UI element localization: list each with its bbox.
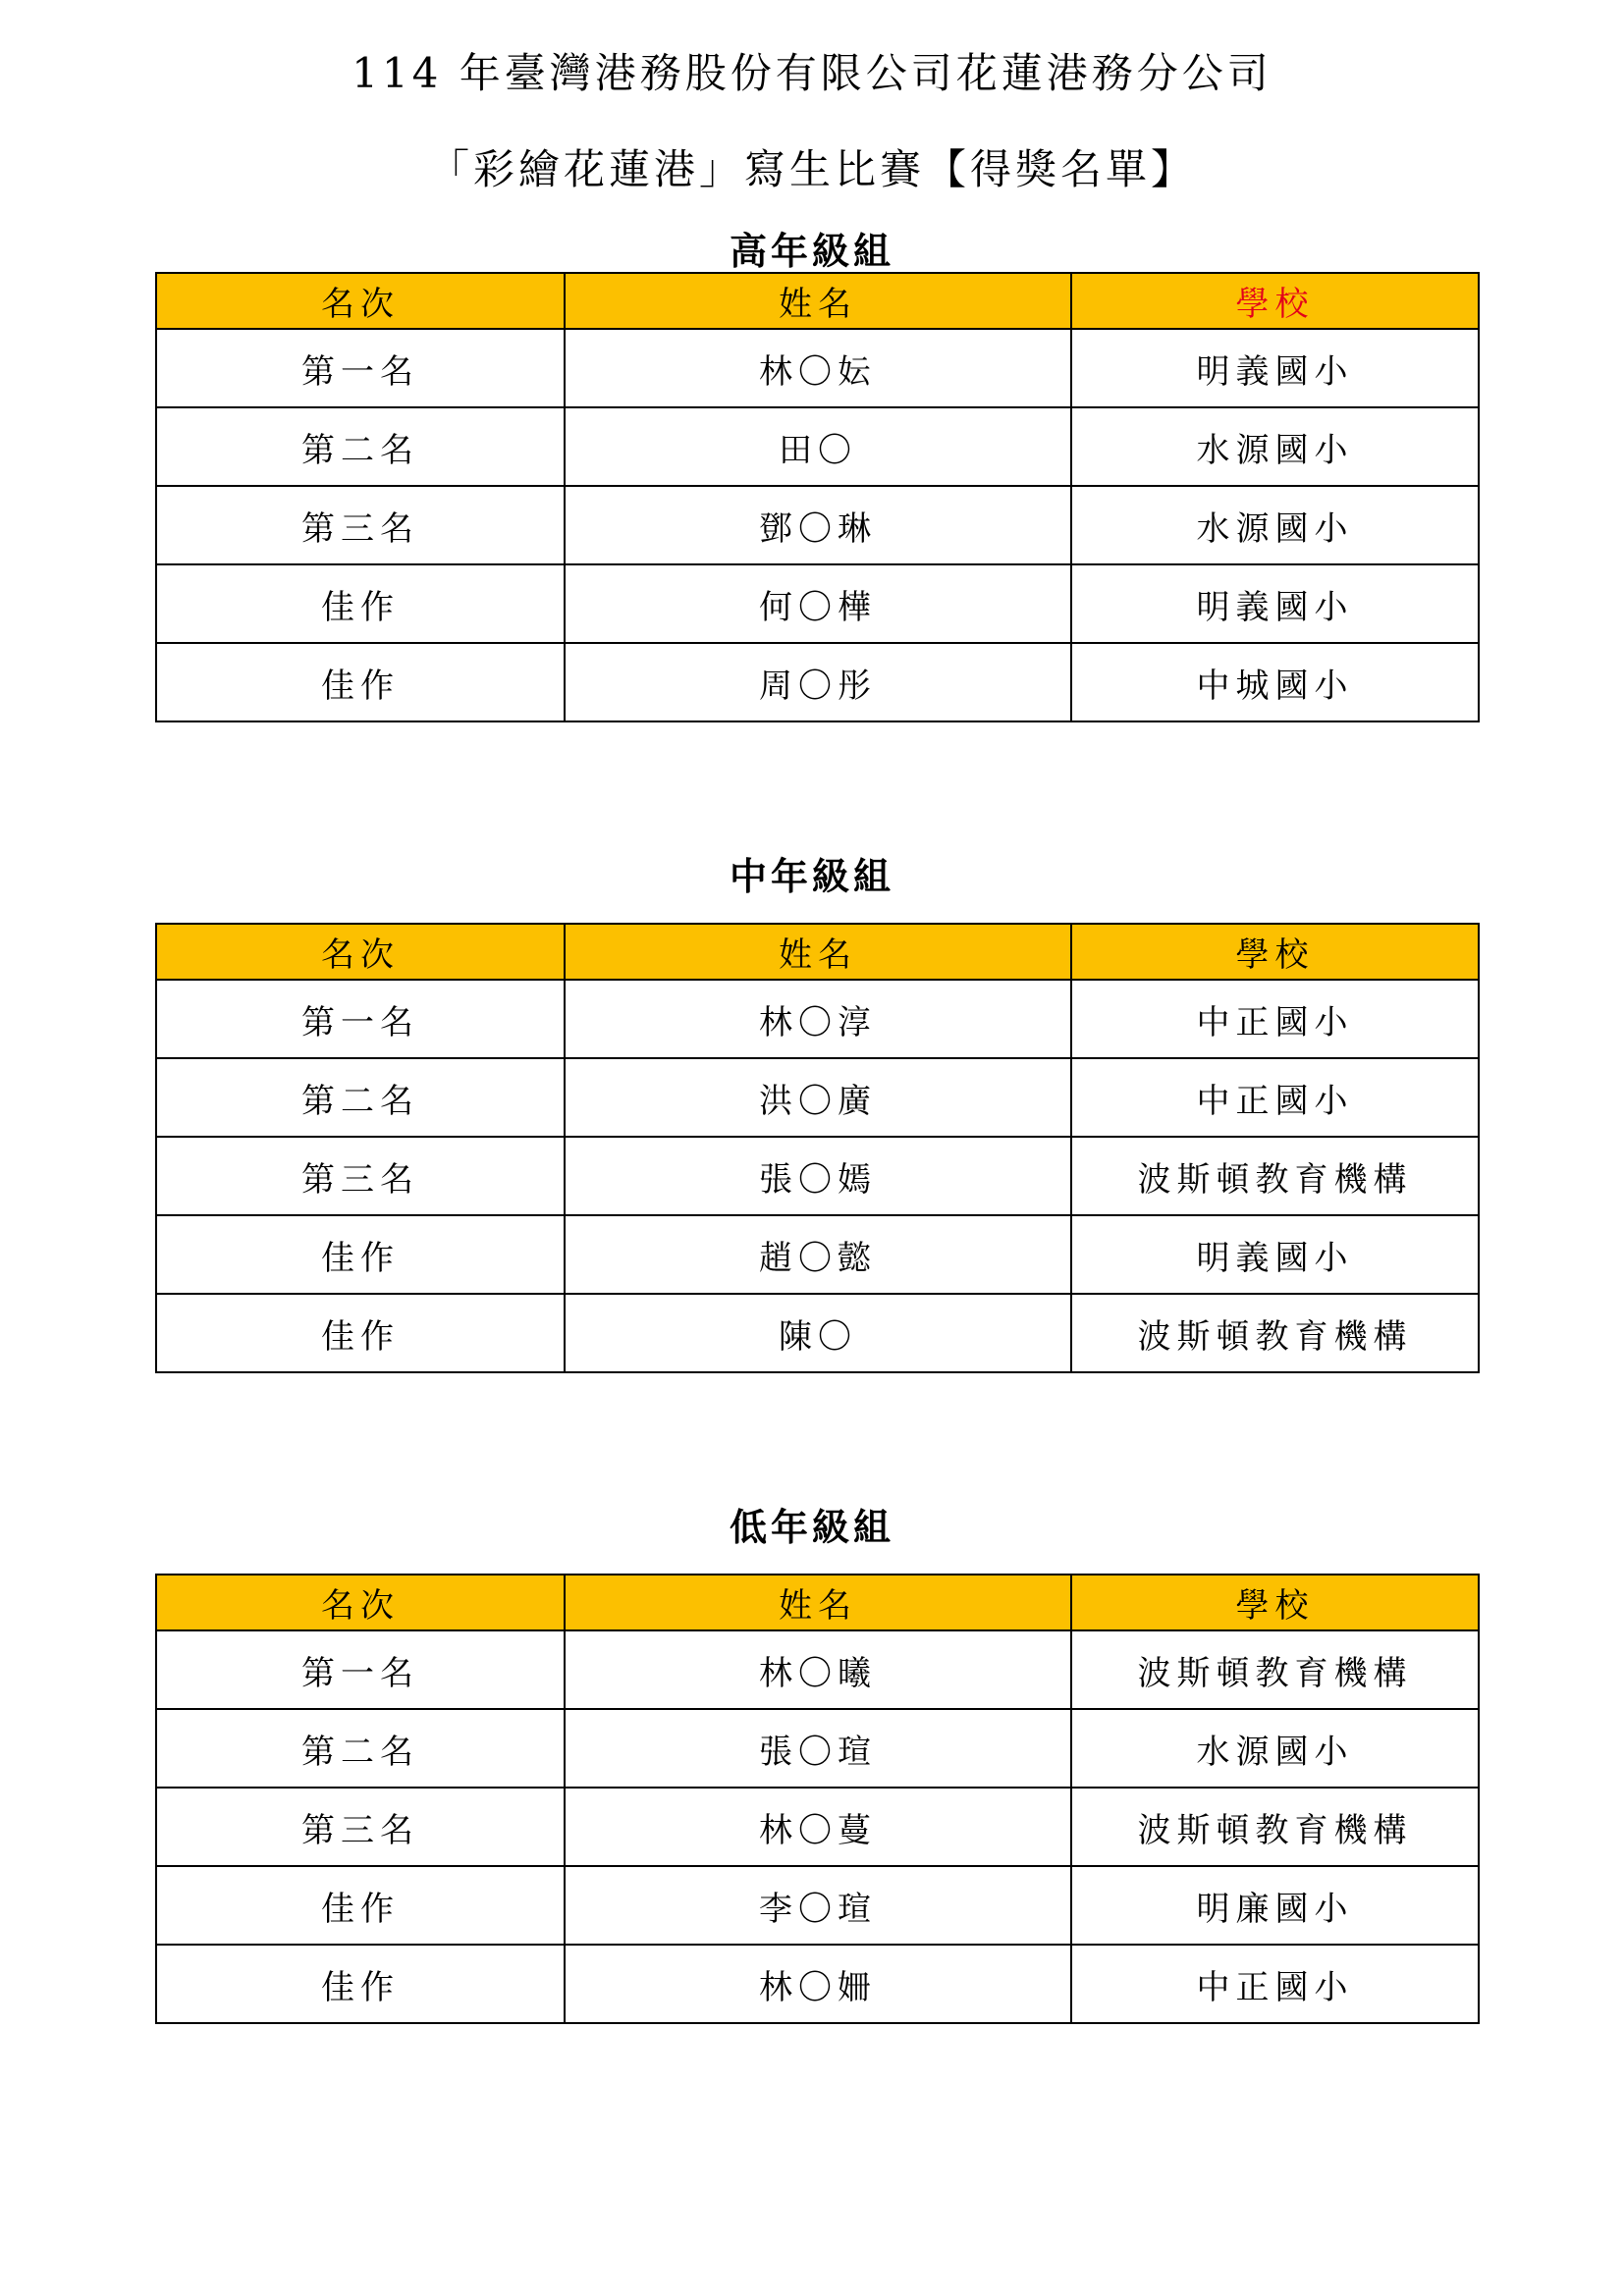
rank-cell: 第三名 [156, 1788, 565, 1866]
name-cell: 何〇樺 [565, 564, 1071, 643]
rank-cell: 第三名 [156, 486, 565, 564]
name-cell: 陳〇 [565, 1294, 1071, 1372]
column-header-school: 學校 [1071, 273, 1479, 329]
rank-cell: 佳作 [156, 643, 565, 721]
group-title-junior: 低年級組 [729, 1506, 894, 1549]
table-row [156, 1788, 1479, 1866]
school-cell: 明廉國小 [1071, 1866, 1479, 1945]
school-cell: 波斯頓教育機構 [1071, 1294, 1479, 1372]
rank-cell: 佳作 [156, 1294, 565, 1372]
table-row [156, 1058, 1479, 1137]
name-cell: 林〇姍 [565, 1945, 1071, 2023]
name-cell: 林〇蔓 [565, 1788, 1071, 1866]
table-row [156, 1630, 1479, 1709]
school-cell: 水源國小 [1071, 1709, 1479, 1788]
name-cell: 趙〇懿 [565, 1215, 1071, 1294]
rank-cell: 第三名 [156, 1137, 565, 1215]
rank-cell: 佳作 [156, 564, 565, 643]
table-header-row [156, 273, 1479, 329]
award-table-junior [155, 1574, 1480, 2024]
name-cell: 林〇曦 [565, 1630, 1071, 1709]
award-table-senior [155, 272, 1480, 722]
rank-cell: 第一名 [156, 329, 565, 407]
table-row [156, 407, 1479, 486]
column-header-name: 姓名 [565, 273, 1071, 329]
name-cell: 林〇淳 [565, 980, 1071, 1058]
name-cell: 鄧〇琳 [565, 486, 1071, 564]
rank-cell: 佳作 [156, 1945, 565, 2023]
school-cell: 中正國小 [1071, 980, 1479, 1058]
column-header-name: 姓名 [565, 924, 1071, 980]
award-table-middle [155, 923, 1480, 1373]
school-cell: 明義國小 [1071, 329, 1479, 407]
name-cell: 李〇瑄 [565, 1866, 1071, 1945]
school-cell: 中城國小 [1071, 643, 1479, 721]
table-row [156, 486, 1479, 564]
name-cell: 張〇瑄 [565, 1709, 1071, 1788]
rank-cell: 第一名 [156, 980, 565, 1058]
school-cell: 明義國小 [1071, 1215, 1479, 1294]
table-row [156, 980, 1479, 1058]
school-cell: 明義國小 [1071, 564, 1479, 643]
school-cell: 中正國小 [1071, 1945, 1479, 2023]
rank-cell: 佳作 [156, 1866, 565, 1945]
table-row [156, 643, 1479, 721]
column-header-school: 學校 [1071, 1575, 1479, 1630]
name-cell: 林〇妘 [565, 329, 1071, 407]
table-row [156, 1215, 1479, 1294]
school-cell: 水源國小 [1071, 486, 1479, 564]
school-cell: 水源國小 [1071, 407, 1479, 486]
document-subtitle: 「彩繪花蓮港」寫生比賽【得獎名單】 [427, 145, 1196, 193]
column-header-rank: 名次 [156, 924, 565, 980]
school-cell: 波斯頓教育機構 [1071, 1137, 1479, 1215]
name-cell: 洪〇廣 [565, 1058, 1071, 1137]
table-row [156, 1294, 1479, 1372]
table-header-row [156, 924, 1479, 980]
school-cell: 波斯頓教育機構 [1071, 1788, 1479, 1866]
name-cell: 周〇彤 [565, 643, 1071, 721]
document-title: 114 年臺灣港務股份有限公司花蓮港務分公司 [352, 49, 1272, 97]
group-title-senior: 高年級組 [729, 230, 894, 273]
rank-cell: 第一名 [156, 1630, 565, 1709]
table-row [156, 329, 1479, 407]
table-row [156, 564, 1479, 643]
rank-cell: 第二名 [156, 1058, 565, 1137]
group-title-middle: 中年級組 [729, 855, 894, 898]
table-row [156, 1945, 1479, 2023]
rank-cell: 第二名 [156, 1709, 565, 1788]
table-header-row [156, 1575, 1479, 1630]
name-cell: 田〇 [565, 407, 1071, 486]
name-cell: 張〇嫣 [565, 1137, 1071, 1215]
rank-cell: 第二名 [156, 407, 565, 486]
school-cell: 波斯頓教育機構 [1071, 1630, 1479, 1709]
table-row [156, 1137, 1479, 1215]
rank-cell: 佳作 [156, 1215, 565, 1294]
school-cell: 中正國小 [1071, 1058, 1479, 1137]
column-header-rank: 名次 [156, 1575, 565, 1630]
column-header-school: 學校 [1071, 924, 1479, 980]
column-header-rank: 名次 [156, 273, 565, 329]
column-header-name: 姓名 [565, 1575, 1071, 1630]
table-row [156, 1866, 1479, 1945]
table-row [156, 1709, 1479, 1788]
